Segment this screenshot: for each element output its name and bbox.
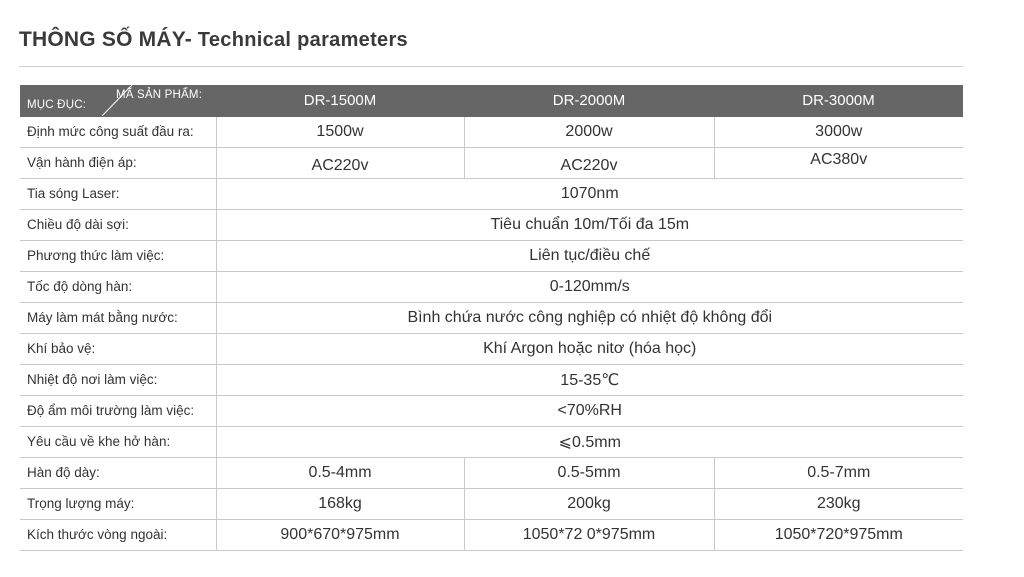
table-row bbox=[20, 240, 963, 271]
row-label: Yêu cầu về khe hở hàn: bbox=[20, 426, 216, 457]
row-value: 3000w bbox=[714, 116, 963, 147]
model-header-dr2000m: DR-2000M bbox=[464, 85, 714, 116]
page-title bbox=[19, 28, 408, 52]
row-label: Định mức công suất đầu ra: bbox=[20, 116, 216, 147]
table-row bbox=[20, 457, 963, 488]
row-label: Tốc độ dòng hàn: bbox=[20, 271, 216, 302]
header-row bbox=[20, 85, 963, 116]
header-model-label: MÃ SẢN PHẨM: bbox=[116, 89, 203, 101]
row-value: 2000w bbox=[464, 116, 714, 147]
row-value: <70%RH bbox=[216, 395, 963, 426]
model-header-dr3000m: DR-3000M bbox=[714, 85, 963, 116]
row-value: 0.5-7mm bbox=[714, 457, 963, 488]
table-row bbox=[20, 395, 963, 426]
table-row bbox=[20, 426, 963, 457]
row-value: 900*670*975mm bbox=[216, 519, 464, 550]
header-corner-cell bbox=[20, 85, 216, 116]
table-row bbox=[20, 147, 963, 178]
row-value: AC220v bbox=[464, 147, 714, 178]
row-value: Liên tục/điều chế bbox=[216, 240, 963, 271]
row-label: Chiều độ dài sợi: bbox=[20, 209, 216, 240]
row-value: ⩽0.5mm bbox=[216, 426, 963, 457]
row-value: 1050*720*975mm bbox=[714, 519, 963, 550]
row-value: 1500w bbox=[216, 116, 464, 147]
row-label: Phương thức làm việc: bbox=[20, 240, 216, 271]
row-value: 1070nm bbox=[216, 178, 963, 209]
title-divider bbox=[19, 66, 963, 67]
row-value: 200kg bbox=[464, 488, 714, 519]
table-row bbox=[20, 116, 963, 147]
table-row bbox=[20, 209, 963, 240]
row-value: 0.5-4mm bbox=[216, 457, 464, 488]
table-row bbox=[20, 519, 963, 550]
row-label: Trọng lượng máy: bbox=[20, 488, 216, 519]
table-row bbox=[20, 333, 963, 364]
row-value: 0-120mm/s bbox=[216, 271, 963, 302]
row-label: Nhiệt độ nơi làm việc: bbox=[20, 364, 216, 395]
row-label: Khí bảo vệ: bbox=[20, 333, 216, 364]
row-label: Máy làm mát bằng nước: bbox=[20, 302, 216, 333]
table-row bbox=[20, 488, 963, 519]
row-value: 15-35℃ bbox=[216, 364, 963, 395]
table-row bbox=[20, 364, 963, 395]
page-title-english: Technical parameters bbox=[191, 29, 408, 51]
row-label: Vận hành điện áp: bbox=[20, 147, 216, 178]
row-value: 168kg bbox=[216, 488, 464, 519]
page-title-vietnamese: THÔNG SỐ MÁY- bbox=[19, 28, 192, 51]
row-label: Độ ẩm môi trường làm việc: bbox=[20, 395, 216, 426]
row-value: Khí Argon hoặc nitơ (hóa học) bbox=[216, 333, 963, 364]
header-item-label: MỤC ĐỤC: bbox=[27, 98, 87, 111]
row-value: AC380v bbox=[714, 147, 963, 178]
row-value: AC220v bbox=[216, 147, 464, 178]
row-value: Tiêu chuẩn 10m/Tối đa 15m bbox=[216, 209, 963, 240]
row-value: 1050*72 0*975mm bbox=[464, 519, 714, 550]
model-header-dr1500m: DR-1500M bbox=[216, 85, 464, 116]
row-label: Hàn độ dày: bbox=[20, 457, 216, 488]
row-label: Tia sóng Laser: bbox=[20, 178, 216, 209]
row-value: 0.5-5mm bbox=[464, 457, 714, 488]
row-label: Kích thước vòng ngoài: bbox=[20, 519, 216, 550]
table-row bbox=[20, 271, 963, 302]
table-row bbox=[20, 178, 963, 209]
row-value: 230kg bbox=[714, 488, 963, 519]
table-row bbox=[20, 302, 963, 333]
row-value: Bình chứa nước công nghiệp có nhiệt độ không đổi bbox=[216, 302, 963, 333]
spec-table bbox=[20, 85, 963, 551]
